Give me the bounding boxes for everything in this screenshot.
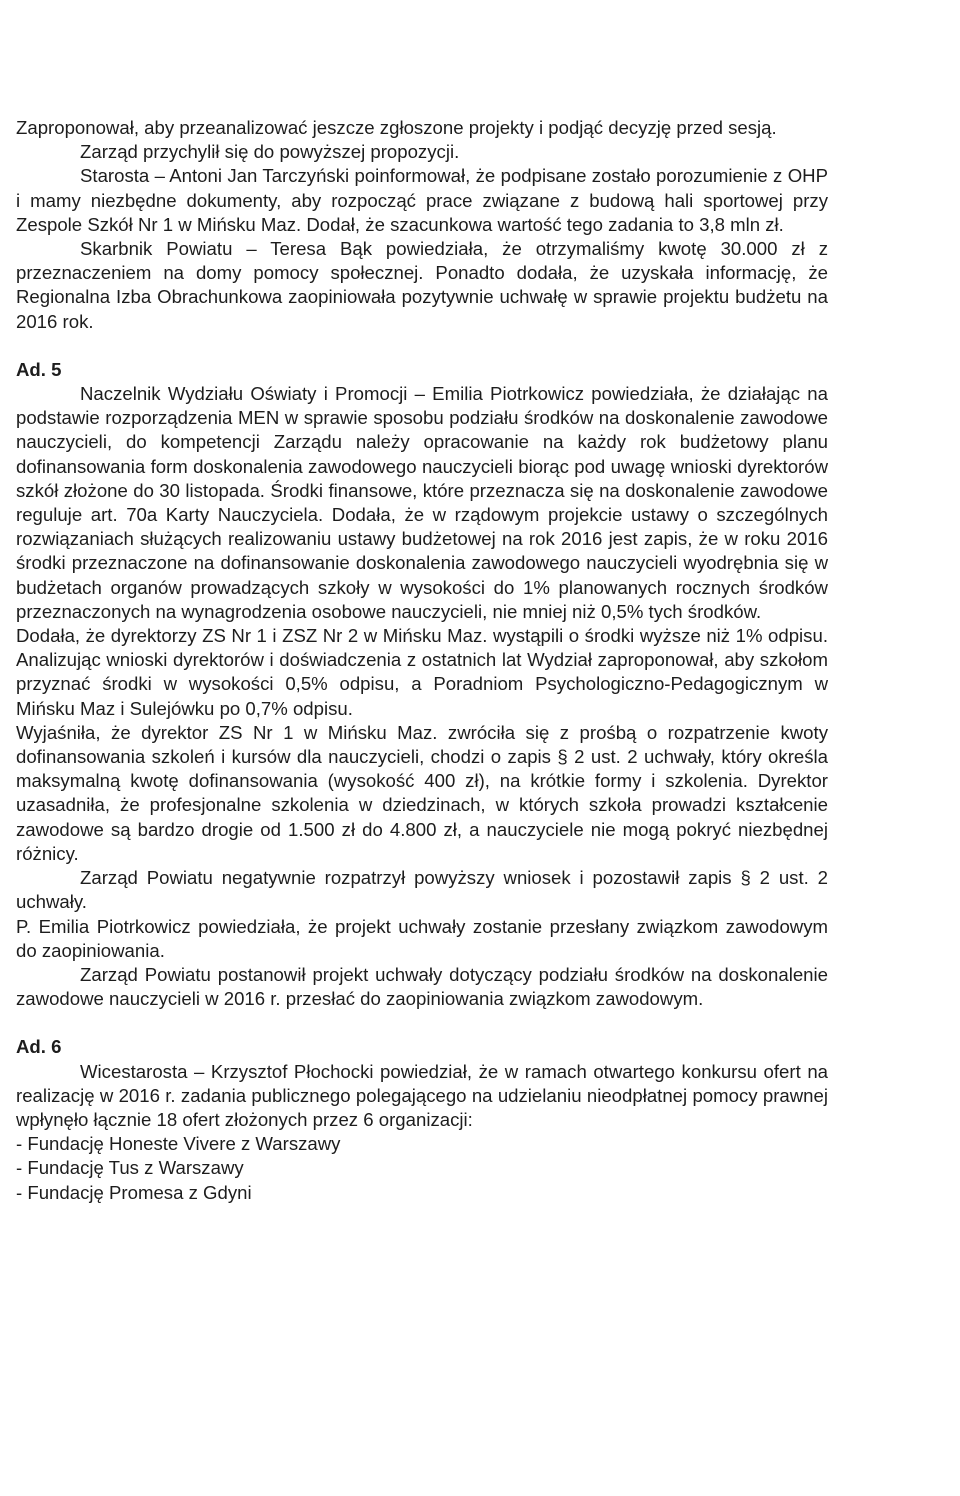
section-heading-ad6: Ad. 6 <box>16 1036 62 1058</box>
document-page <box>16 116 828 1205</box>
list-item: - Fundację Honeste Vivere z Warszawy <box>16 1133 341 1155</box>
paragraph-proposal: Zaproponował, aby przeanalizować jeszcze zgłoszone projekty i podjąć decyzję przed sesją. <box>16 117 777 138</box>
paragraph-treasurer: Skarbnik Powiatu – Teresa Bąk powiedziała, że otrzymaliśmy kwotę 30.000 zł z przeznaczeniem na domy pomocy społecznej. Ponadto dodała, że uzyskała informację, że Regionalna Izba Obrachunkowa zaopiniowała pozytywnie uchwałę w sprawie projektu budżetu na 2016 rok. <box>16 238 828 332</box>
section-heading-ad5: Ad. 5 <box>16 358 62 380</box>
paragraph-ad5-directors: Dodała, że dyrektorzy ZS Nr 1 i ZSZ Nr 2 w Mińsku Maz. wystąpili o środki wyższe niż 1% odpisu. Analizując wnioski dyrektorów i doświadczenia z ostatnich lat Wydział zaproponował, aby szkołom przyznać środki w wysokości 0,5% odpisu, a Poradniom Psychologiczno-Pedagogicznym w Mińsku Maz i Sulejówku po 0,7% odpisu. <box>16 625 828 719</box>
paragraph-ad5-negative: Zarząd Powiatu negatywnie rozpatrzył powyższy wniosek i pozostawił zapis § 2 ust. 2 uchwały. <box>16 867 828 913</box>
paragraph-ad5-decision: Zarząd Powiatu postanowił projekt uchwały dotyczący podziału środków na doskonalenie zawodowe nauczycieli w 2016 r. przesłać do zaopiniowania związkom zawodowym. <box>16 963 828 1010</box>
list-item: - Fundację Tus z Warszawy <box>16 1157 244 1179</box>
paragraph-ad5-naczelnik: Naczelnik Wydziału Oświaty i Promocji – Emilia Piotrkowicz powiedziała, że działając na podstawie rozporządzenia MEN w sprawie sposobu podziału środków na doskonalenie zawodowe nauczycieli, do kompetencji Zarządu należy opracowanie na każdy rok budżetowy planu dofinansowania form doskonalenia zawodowego nauczycieli biorąc pod uwagę wnioski dyrektorów szkół złożone do 30 listopada. Środki finansowe, które przeznacza się na doskonalenie zawodowe reguluje art. 70a Karty Nauczyciela. Dodała, że w rządowym projekcie ustawy o szczególnych rozwiązaniach służących realizowaniu ustawy budżetowej na rok 2016 jest zapis, że w roku 2016 środki przeznaczone na dofinansowanie doskonalenia zawodowego nauczycieli wyodrębnia się w budżetach organów prowadzących szkoły w wysokości do 1% planowanych rocznych środków przeznaczonych na wynagrodzenia osobowe nauczycieli, nie mniej niż 0,5% tych środków. <box>16 383 828 622</box>
list-item: - Fundację Promesa z Gdyni <box>16 1181 252 1203</box>
paragraph-ad5-explanation: Wyjaśniła, że dyrektor ZS Nr 1 w Mińsku Maz. zwróciła się z prośbą o rozpatrzenie kwoty dofinansowania szkoleń i kursów dla nauczycieli, chodzi o zapis § 2 ust. 2 uchwały, który określa maksymalną kwotę dofinansowania (wysokość 400 zł), na krótkie formy i szkolenia. Dyrektor uzasadniła, że profesjonalne szkolenia w dziedzinach, w których szkoła prowadzi kształcenie zawodowe są bardzo drogie od 1.500 zł do 4.800 zł, a nauczyciele nie mogą pokryć niezbędnej różnicy. <box>16 721 828 864</box>
paragraph-ad6-vicestarosta: Wicestarosta – Krzysztof Płochocki powiedział, że w ramach otwartego konkursu ofert na realizację w 2016 r. zadania publicznego polegającego na udzielaniu nieodpłatnej pomocy prawnej wpłynęło łącznie 18 ofert złożonych przez 6 organizacji: <box>16 1060 828 1130</box>
paragraph-ad5-unions: P. Emilia Piotrkowicz powiedziała, że projekt uchwały zostanie przesłany związkom zawodowym do zaopiniowania. <box>16 915 828 961</box>
paragraph-board-agreed: Zarząd przychylił się do powyższej propozycji. <box>80 141 460 163</box>
paragraph-starosta: Starosta – Antoni Jan Tarczyński poinformował, że podpisane zostało porozumienie z OHP i mamy niezbędne dokumenty, aby rozpocząć prace związane z budową hali sportowej przy Zespole Szkół Nr 1 w Mińsku Maz. Dodał, że szacunkowa wartość tego zadania to 3,8 mln zł. <box>16 165 828 235</box>
